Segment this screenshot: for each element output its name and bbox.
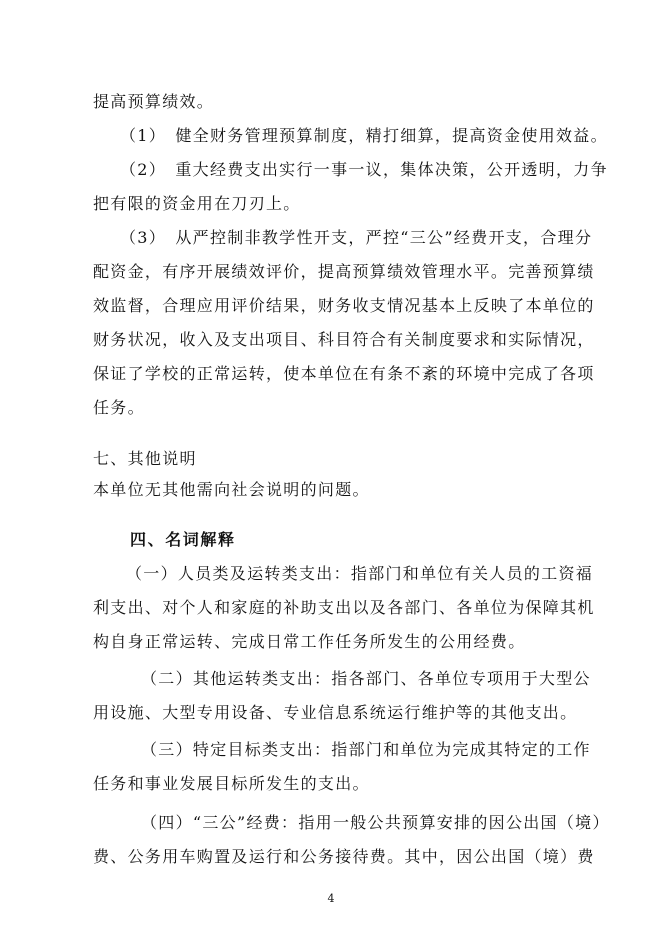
paragraph-line: 保证了学校的正常运转，使本单位在有条不紊的环境中完成了各项 [93, 364, 595, 383]
paragraph-line: 把有限的资金用在刀刃上。 [93, 194, 301, 213]
paragraph-line: 本单位无其他需向社会说明的问题。 [93, 480, 370, 499]
paragraph-line: 费、公务用车购置及运行和公务接待费。其中，因公出国（境）费 [93, 847, 595, 866]
list-item-1: （1） 健全财务管理预算制度，精打细算，提高资金使用效益。 [120, 126, 608, 145]
paragraph-line: 利支出、对个人和家庭的补助支出以及各部门、各单位为保障其机 [93, 598, 595, 617]
glossary-item-4: （四）“三公”经费：指用一般公共预算安排的因公出国（境） [141, 813, 610, 832]
paragraph-line: 用设施、大型专用设备、专业信息系统运行维护等的其他支出。 [93, 703, 578, 722]
paragraph-line: 财务状况，收入及支出项目、科目符合有关制度要求和实际情况， [93, 330, 595, 349]
glossary-item-1: （一）人员类及运转类支出：指部门和单位有关人员的工资福 [126, 564, 594, 583]
section-heading-glossary: 四、名词解释 [130, 530, 236, 549]
section-title-other-notes: 七、其他说明 [93, 449, 197, 468]
list-item-3: （3） 从严控制非教学性开支，严控“三公”经费开支，合理分 [120, 228, 593, 247]
glossary-item-2: （二）其他运转类支出：指各部门、各单位专项用于大型公 [141, 669, 591, 688]
paragraph-line: 构自身正常运转、完成日常工作任务所发生的公用经费。 [93, 632, 526, 651]
page-number: 4 [327, 892, 335, 905]
paragraph-line: 配资金，有序开展绩效评价，提高预算绩效管理水平。完善预算绩 [93, 262, 595, 281]
paragraph-line: 提高预算绩效。 [93, 92, 215, 111]
paragraph-line: 效监督，合理应用评价结果，财务收支情况基本上反映了本单位的 [93, 296, 595, 315]
paragraph-line: 任务。 [93, 398, 145, 417]
list-item-2: （2） 重大经费支出实行一事一议，集体决策，公开透明，力争 [120, 160, 608, 179]
glossary-item-3: （三）特定目标类支出：指部门和单位为完成其特定的工作 [141, 740, 591, 759]
paragraph-line: 任务和事业发展目标所发生的支出。 [93, 774, 370, 793]
